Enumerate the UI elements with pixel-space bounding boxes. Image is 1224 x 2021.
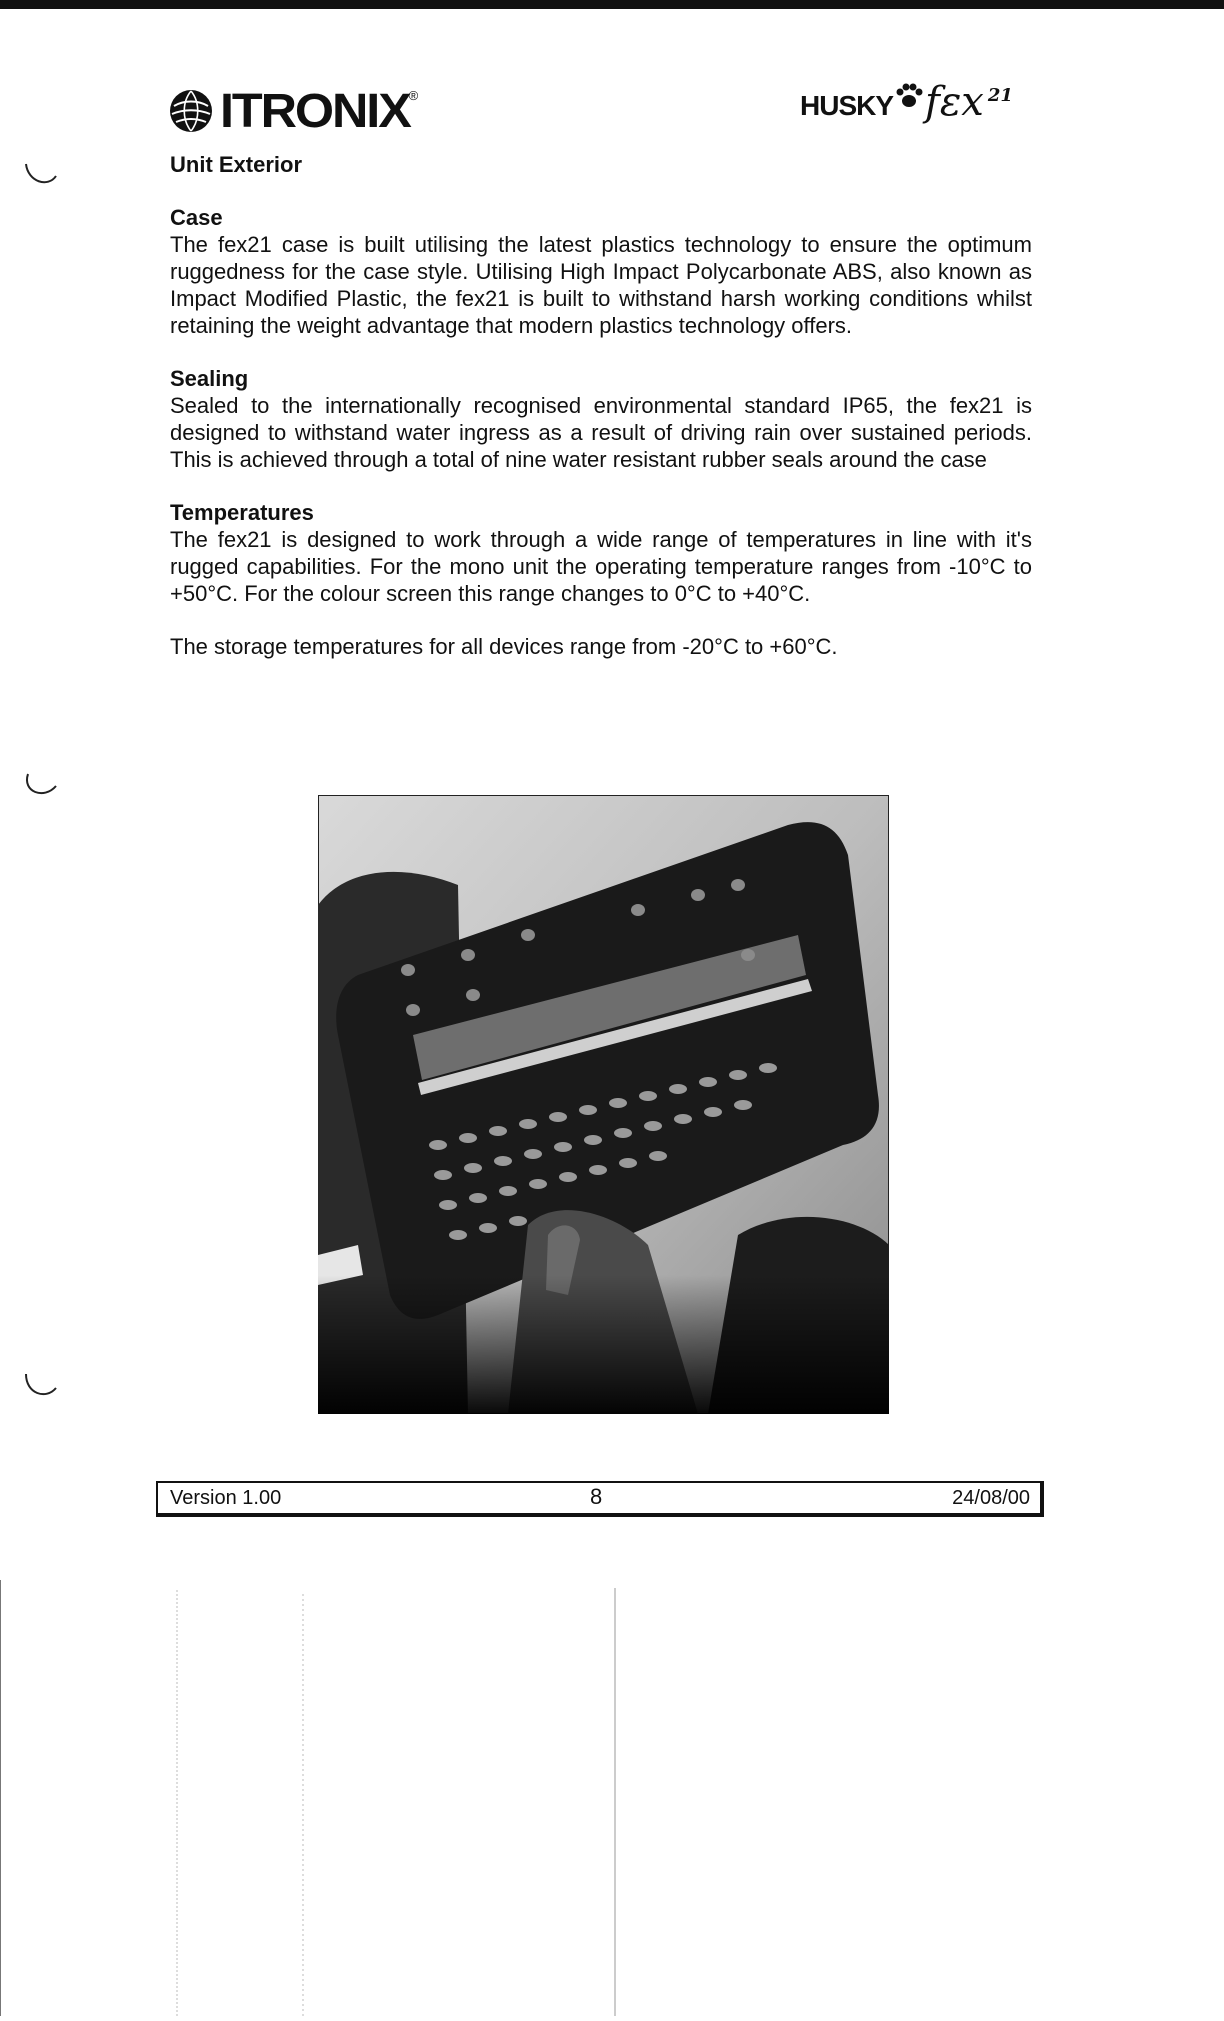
binder-hole-mark-icon (22, 160, 60, 190)
scan-artifact-lines (0, 1580, 1224, 2016)
section-paragraph: The fex21 case is built utilising the latest plastics technology to ensure the optimum ruggedness for the case style. Utilising High Impact Polycarbonate ABS, also known as Impact Modified Plastic, the fex21 is built to withstand harsh working conditions whilst retaining the weight advantage that modern plastics technology offers. (170, 232, 1032, 338)
page-title: Unit Exterior (170, 152, 303, 177)
footer-page-number: 8 (590, 1484, 603, 1509)
itronix-logo-text: ITRONIX (220, 84, 410, 138)
handheld-device-photo (318, 795, 889, 1414)
section-title: Case (170, 205, 223, 230)
section-paragraph: Sealed to the internationally recognised environmental standard IP65, the fex21 is designed to withstand water ingress as a result of driving rain over sustained periods. This is achieved through a total of nine water resistant rubber seals around the case (170, 393, 1032, 472)
section-temperatures (170, 499, 1032, 660)
binder-hole-mark-icon (22, 770, 60, 800)
top-border-rule (0, 0, 1224, 9)
itronix-logo (168, 84, 419, 138)
husky-logo-text: HUSKY (800, 90, 894, 121)
husky-fex21-logo (800, 79, 1013, 125)
section-sealing (170, 365, 1032, 473)
registered-mark: ® (408, 87, 419, 103)
section-paragraph: The fex21 is designed to work through a wide range of temperatures in line with it's rugged capabilities. For the mono unit the operating temperature ranges from -10°C to +50°C. For the colour screen this range changes to 0°C to +40°C. (170, 527, 1032, 606)
page-footer (156, 1481, 1044, 1517)
section-paragraph: The storage temperatures for all devices range from -20°C to +60°C. (170, 634, 838, 659)
fex-logo-number: 21 (987, 85, 1013, 106)
paw-print-icon (895, 82, 923, 108)
footer-version: Version 1.00 (170, 1487, 282, 1509)
section-title: Sealing (170, 366, 249, 391)
section-title: Temperatures (170, 500, 314, 525)
section-case (170, 204, 1032, 339)
fex-logo-text: fεx (925, 79, 984, 125)
globe-icon (168, 88, 214, 134)
document-body (170, 150, 1032, 686)
footer-date: 24/08/00 (952, 1487, 1030, 1509)
binder-hole-mark-icon (22, 1370, 60, 1400)
